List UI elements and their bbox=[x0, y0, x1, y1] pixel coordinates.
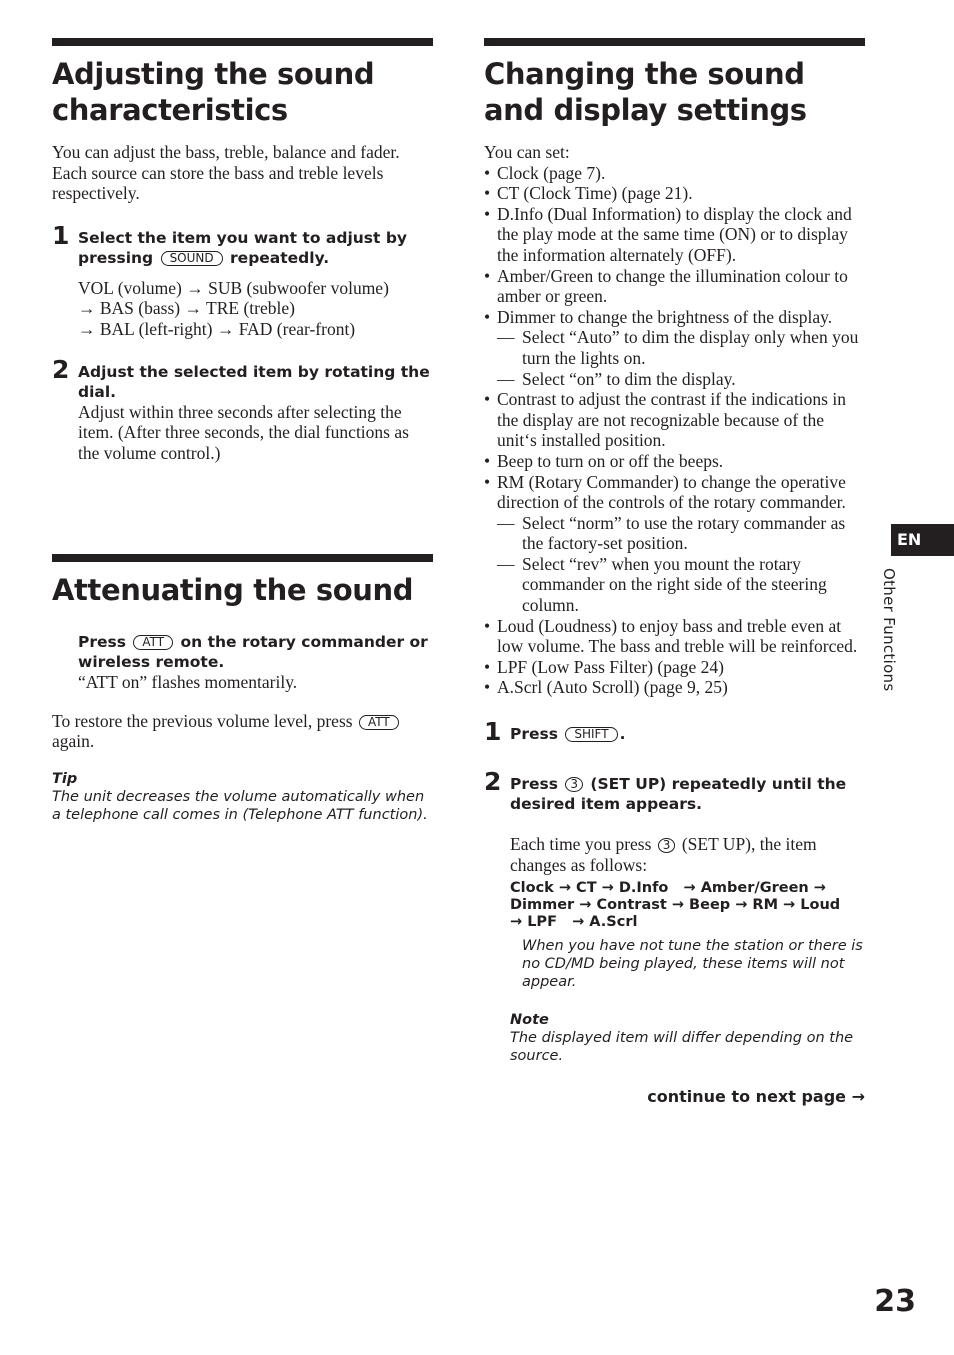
att-restore bbox=[52, 711, 433, 752]
list-item: • LPF (Low Pass Filter) (page 24) bbox=[484, 657, 865, 678]
list-item-text: RM (Rotary Commander) to change the operative direction of the controls of the rotary commander. bbox=[497, 471, 846, 513]
att-key-icon: ATT bbox=[133, 635, 173, 650]
settings-list bbox=[484, 163, 865, 698]
tip-title: Tip bbox=[52, 770, 78, 787]
cycle-line: Clock → CT → D.Info → Amber/Green → bbox=[510, 880, 826, 897]
heading-adjusting: Adjusting the sound characteristics bbox=[52, 57, 375, 127]
list-item: • CT (Clock Time) (page 21). bbox=[484, 183, 865, 204]
step-instruction: Adjust the selected item by rotating the dial. bbox=[78, 362, 430, 401]
section-attenuating bbox=[52, 554, 433, 824]
note-body: The displayed item will differ depending on the source. bbox=[510, 1030, 854, 1065]
heading-changing: Changing the sound and display settings bbox=[484, 57, 807, 127]
section-changing bbox=[484, 38, 865, 1107]
step-text: Press bbox=[510, 725, 558, 744]
sound-sequence bbox=[78, 278, 433, 340]
step-text: Press bbox=[78, 633, 126, 651]
section-rule bbox=[484, 38, 865, 46]
att-instruction bbox=[52, 632, 433, 693]
each-text: Each time you press bbox=[510, 834, 652, 855]
step-instruction bbox=[510, 724, 865, 744]
att-flash: “ATT on” flashes momentarily. bbox=[78, 672, 298, 692]
step-text: repeatedly. bbox=[230, 248, 330, 267]
step-text: . bbox=[619, 725, 626, 744]
item-cycle bbox=[510, 880, 865, 931]
att-key-icon: ATT bbox=[359, 715, 399, 730]
sequence-line: → BAL (left-right) → FAD (rear-front) bbox=[78, 318, 356, 339]
dimmer-option: — Select “on” to dim the display. bbox=[497, 369, 865, 390]
list-item bbox=[484, 472, 865, 616]
adjust-intro: You can adjust the bass, treble, balance and fader. bbox=[52, 142, 400, 162]
page-number: 23 bbox=[874, 1284, 916, 1319]
cycle-line: → LPF → A.Scrl bbox=[510, 914, 638, 931]
settings-step-2 bbox=[484, 767, 865, 1065]
section-rule bbox=[52, 38, 433, 46]
step-number: 1 bbox=[484, 717, 502, 747]
restore-text: To restore the previous volume level, press bbox=[52, 710, 353, 731]
heading-attenuating: Attenuating the sound bbox=[52, 573, 414, 607]
rm-option: — Select “rev” when you mount the rotary commander on the right side of the steering column. bbox=[497, 554, 865, 616]
note bbox=[510, 1011, 865, 1065]
list-item: • D.Info (Dual Information) to display the clock and the play mode at the same time (ON) or to display the information alternately (OFF). bbox=[484, 204, 865, 266]
step-number: 2 bbox=[484, 767, 502, 797]
step-text: Press bbox=[510, 775, 558, 794]
list-item: • A.Scrl (Auto Scroll) (page 9, 25) bbox=[484, 677, 865, 698]
note-title: Note bbox=[510, 1012, 549, 1029]
sequence-line: → BAS (bass) → TRE (treble) bbox=[78, 298, 295, 319]
list-item: • Amber/Green to change the illumination colour to amber or green. bbox=[484, 266, 865, 307]
settings-step-1 bbox=[484, 717, 865, 747]
step-text: (SET UP) repeatedly until the desired item appears. bbox=[510, 775, 847, 814]
cycle-line: Dimmer → Contrast → Beep → RM → Loud bbox=[510, 897, 841, 914]
list-item: • Beep to turn on or off the beeps. bbox=[484, 451, 865, 472]
section-label: Other Functions bbox=[880, 568, 898, 692]
cycle-note: When you have not tune the station or there is no CD/MD being played, these items will not appear. bbox=[522, 938, 863, 991]
section-rule bbox=[52, 554, 433, 562]
list-item: • Clock (page 7). bbox=[484, 163, 865, 184]
continue-next-page: continue to next page → bbox=[647, 1087, 865, 1107]
adjust-intro-2: Each source can store the bass and treble levels respectively. bbox=[52, 162, 384, 204]
tip bbox=[52, 770, 433, 824]
list-item: • Loud (Loudness) to enjoy bass and treble even at low volume. The bass and treble will be reinforced. bbox=[484, 616, 865, 657]
key-3-icon: 3 bbox=[565, 777, 583, 792]
adjust-step-1 bbox=[52, 220, 433, 340]
adjust-step-2 bbox=[52, 354, 433, 464]
list-item bbox=[484, 307, 865, 389]
step-text: on the rotary commander or wireless remote. bbox=[78, 633, 428, 671]
dimmer-option: — Select “Auto” to dim the display only when you turn the lights on. bbox=[497, 327, 865, 368]
key-3-icon: 3 bbox=[658, 838, 676, 853]
step-number: 2 bbox=[52, 354, 70, 384]
step-text: Select the item you want to adjust by pressing bbox=[78, 228, 408, 267]
each-text: (SET UP), the item changes as follows: bbox=[510, 834, 817, 875]
tip-body: The unit decreases the volume automatically when a telephone call comes in (Telephone ATT function). bbox=[52, 788, 428, 823]
shift-key-icon: SHIFT bbox=[565, 727, 617, 742]
step-instruction bbox=[510, 774, 865, 814]
section-adjusting bbox=[52, 38, 433, 463]
language-tab: EN bbox=[891, 524, 954, 556]
sound-key-icon: SOUND bbox=[161, 251, 223, 266]
att-press bbox=[78, 632, 433, 672]
each-time bbox=[510, 834, 865, 875]
rm-option: — Select “norm” to use the rotary commander as the factory-set position. bbox=[497, 513, 865, 554]
list-item: • Contrast to adjust the contrast if the indications in the display are not recognizable because of the unit‘s installed position. bbox=[484, 389, 865, 451]
sequence-line: VOL (volume) → SUB (subwoofer volume) bbox=[78, 277, 389, 298]
restore-text: again. bbox=[52, 731, 95, 752]
step-body: Adjust within three seconds after selecting the item. (After three seconds, the dial functions as the volume control.) bbox=[78, 401, 409, 463]
settings-intro: You can set: bbox=[484, 142, 570, 162]
step-number: 1 bbox=[52, 220, 70, 250]
step-instruction bbox=[78, 228, 433, 268]
list-item-text: Dimmer to change the brightness of the display. bbox=[497, 306, 833, 327]
